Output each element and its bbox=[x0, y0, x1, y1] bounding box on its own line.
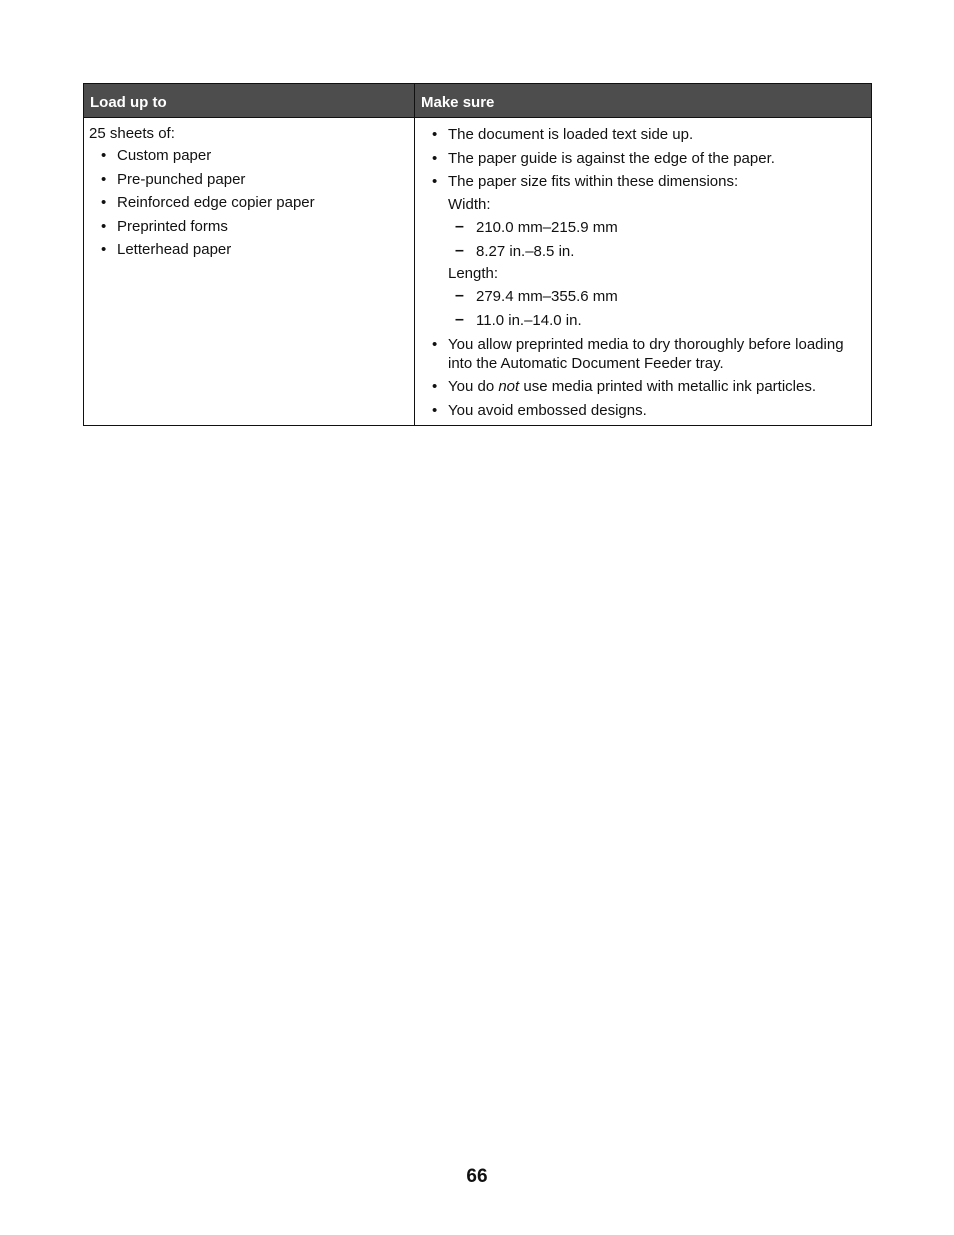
length-value: – 11.0 in.–14.0 in. bbox=[448, 311, 866, 330]
page-number: 66 bbox=[466, 1166, 488, 1187]
list-item: • Reinforced edge copier paper bbox=[89, 193, 409, 212]
list-item bbox=[420, 377, 866, 396]
list-item: • Pre-punched paper bbox=[89, 170, 409, 189]
table-header-row bbox=[84, 84, 872, 118]
list-item: • Custom paper bbox=[89, 146, 409, 165]
width-value: – 210.0 mm–215.9 mm bbox=[448, 218, 866, 237]
length-value: – 279.4 mm–355.6 mm bbox=[448, 287, 866, 306]
width-value: – 8.27 in.–8.5 in. bbox=[448, 242, 866, 261]
paper-type-list bbox=[89, 146, 409, 259]
length-list bbox=[448, 287, 866, 330]
width-list bbox=[448, 218, 866, 261]
header-make-sure: Make sure bbox=[415, 84, 872, 118]
item5-emphasis: not bbox=[498, 378, 520, 396]
make-sure-cell bbox=[415, 118, 872, 426]
table-row bbox=[84, 118, 872, 426]
header-load-up-to: Load up to bbox=[84, 84, 415, 118]
width-label: Width: bbox=[448, 196, 491, 214]
list-item: • You avoid embossed designs. bbox=[420, 401, 866, 420]
make-sure-list bbox=[420, 125, 866, 420]
item5-before: You do bbox=[448, 378, 499, 396]
load-intro: 25 sheets of: bbox=[89, 125, 175, 142]
load-guidelines-table bbox=[83, 83, 872, 426]
list-item: • The paper guide is against the edge of the paper. bbox=[420, 149, 866, 168]
length-label: Length: bbox=[448, 265, 499, 283]
load-cell bbox=[84, 118, 415, 426]
list-item: • Letterhead paper bbox=[89, 240, 409, 259]
list-item-dimensions bbox=[420, 172, 866, 330]
list-item: • The document is loaded text side up. bbox=[420, 125, 866, 144]
dimensions-text: The paper size fits within these dimensions: bbox=[448, 173, 739, 191]
list-item: • Preprinted forms bbox=[89, 217, 409, 236]
list-item: • You allow preprinted media to dry thoroughly before loading into the Automatic Document Feeder tray. bbox=[420, 335, 866, 373]
item5-after: use media printed with metallic ink particles. bbox=[519, 378, 816, 396]
